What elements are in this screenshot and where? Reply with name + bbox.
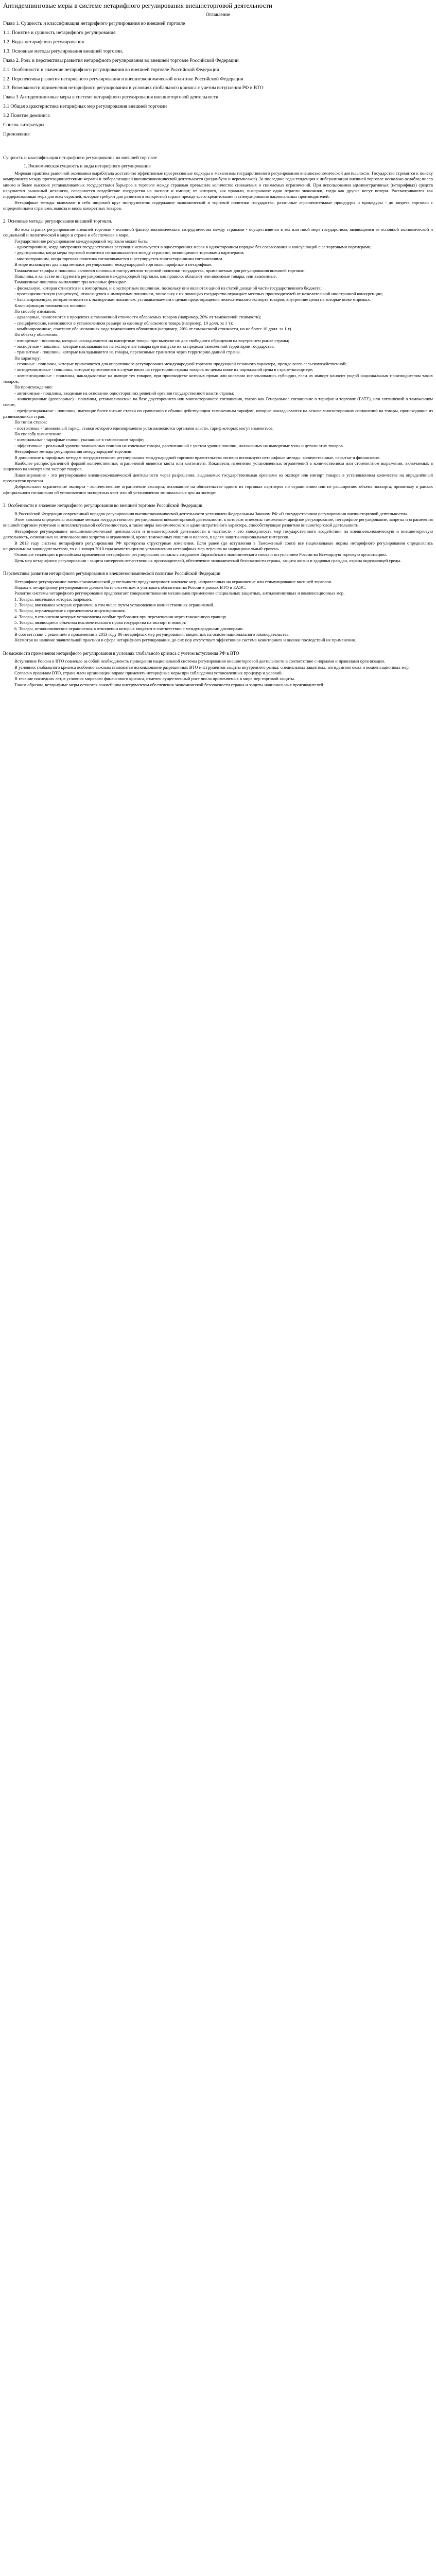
section-1 <box>3 155 433 211</box>
paragraph: Мировая практика рыночной экономики выработала достаточно эффективные прогрессивные подходы и механизмы государственного регулирования внешнеэкономической деятельности. Государство стремится к поиску компромисса между протекционистскими мерами и либерализацией внешнеэкономической деятельности (розданбуло и черемисаков). За последние годы тенденция к либерализации внешней торговле несколько ослабла; число мнимо и более высоких устанавливаемых государствами барьеров в торговле между странами превысило количество снижаемых и снимаемых ограничений. При использовании административных (нетарифных) средств нарушается рыночный механизм, совершается воздействие государства на экспорт и импорт, от которого, как правило, выигрывают одни отрасли экономики, тогда как другие несут потери. Рассматриваются как поддерживающая мера для всех отраслей, которые требуют для развития в конкретной стране прежде всего кредитования и стимулирования национальных производителей. <box>3 170 433 199</box>
paragraph: В дополнение к тарифным методам государственного регулирования международной торговли правительства активно используют нетарифные методы: количественные, скрытые и финансовые. <box>14 454 380 460</box>
section-4-title: Перспективы развития нетарифного регулирования в внешнеэкономической политике Российской Федерации <box>3 570 221 576</box>
paragraph: - балансировочную, которая относится к экспортным пошлинам, устанавливаемым с целью предотвращения нежелательного экспорта товаров, внутренние цены на которые ниже мировых. <box>14 297 371 302</box>
paragraph: 1. Товары, ввоз/вывоз которых запрещен. <box>14 596 92 602</box>
paragraph: Вступление России в ВТО повлекло за собой необходимость приведения национальной системы регулирования внешнеторговой деятельности в соответствие с нормами и правилами организации. <box>14 658 385 664</box>
paragraph: Таможенные тарифы и пошлины являются основным инструментом торговой политики государства, применяемым для регулирования внешней торговли. <box>14 267 306 273</box>
document-page <box>0 0 436 696</box>
paragraph: - номинальные - тарифные ставки, указанные в таможенном тарифе; <box>14 437 144 443</box>
paragraph: По способу вычисления: <box>14 431 61 437</box>
paragraph: Таможенные пошлины выполняют три основные функции: <box>14 279 126 285</box>
paragraph: - импортные - пошлины, которые накладываются на импортные товары при выпуске их для свободного обращения на внутреннем рынке страны; <box>14 337 289 343</box>
paragraph: Добровольное ограничение экспорта - количественное ограничение экспорта, основанное на обязательстве одного из торговых партнеров по ограничению или не расширению объема экспорта, принятому в рамках официального соглашения об установлении экспортных квот или об установлении минимальных цен на экспорт. <box>3 484 433 495</box>
paragraph: 5. Товары, являющиеся объектом исключительного права государства на экспорт и импорт. <box>14 620 186 625</box>
paragraph: 2. Товары, ввоз/вывоз которых ограничен, в том числе путем установления количественных ограничений. <box>14 602 214 608</box>
paragraph: - эффективные - реальный уровень таможенных пошлин на конечные товары, рассчитанный с учетом уровня пошлин, наложенных на импортные узлы и детали этих товаров. <box>14 443 344 448</box>
table-of-contents <box>3 12 433 138</box>
section-1-subtitle: 1. Экономическая сущность и виды нетарифного регулирования <box>24 163 151 168</box>
paragraph: - постоянные - таможенный тариф, ставки которого единовременно устанавливаются органами власти, тариф которых могут изменяться. <box>14 425 274 431</box>
toc-item[interactable]: 1.2. Виды нетарифного регулирования <box>3 39 84 45</box>
paragraph: - адвалорные, начисляются в процентах к таможенной стоимости облагаемых товаров (например, 20% от таможенной стоимости); <box>14 314 261 320</box>
paragraph: По происхождению: <box>14 384 53 390</box>
section-2-title: 2. Основные методы регулирования внешней торговли. <box>3 218 112 224</box>
paragraph: - протекционистскую (защитную), относящуюся к импортным пошлинам, поскольку с их помощью государство ограждает местных производителей от нежелательной иностранной конкуренции; <box>14 291 383 296</box>
paragraph: - транзитные - пошлины, которые накладываются на товары, перевозимые транзитом через территорию данной страны. <box>14 349 241 355</box>
paragraph: - фискальную, которая относится и к импортным, и к экспортным пошлинам, поскольку они являются одной из статей доходной части государственного бюджета; <box>14 285 322 291</box>
paragraph: - многосторонним, когда торговая политика согласовывается и регулируется многосторонними соглашениями. <box>14 256 223 261</box>
section-5-body <box>3 658 433 688</box>
paragraph: - двусторонним, когда меры торговой политики согласовываются между странами, являющимися торговыми партнерами; <box>14 250 245 256</box>
paragraph: Подход к нетарифному регулированию должен быть системным и учитывать обязательства России в рамках ВТО и ЕАЭС. <box>14 585 246 590</box>
paragraph: - комбинированные, сочетают оба названных вида таможенного обложения (например, 20% от таможенной стоимости, но не более 10 долл. за 1 т). <box>14 326 292 331</box>
paragraph: Этим законом определены основные методы государственного регулирования внешнеторговой деятельности, к которым отнесены таможенно-тарифное регулирование, нетарифное регулирование, запреты и ограничения внешней торговли услугами и интеллектуальной собственностью, а также меры экономического и административного характера, способствующие развитию внешнеторговой деятельности. <box>3 517 433 528</box>
paragraph: По характеру: <box>14 355 41 361</box>
toc-item[interactable]: Список литературы <box>3 122 45 128</box>
toc-list <box>3 21 433 138</box>
paragraph: Пошлины, в качестве инструмента регулирования международной торговли, как правило, облагают или ввозимые товары, или вывозимые. <box>14 273 277 279</box>
section-1-body <box>3 171 433 211</box>
section-3-body <box>3 511 433 564</box>
section-3-title: 3. Особенности и значение нетарифного регулирования во внешней торговле Российской Федерации <box>3 502 203 508</box>
paragraph: Согласно правилам ВТО, страна-член организации вправе применять нетарифные меры при соблюдении установленных процедур и условий. <box>14 670 283 676</box>
section-3 <box>3 503 433 564</box>
paragraph: - преференциальные - пошлины, имеющие более низкие ставки по сравнению с обычно действующим таможенным тарифом, которые накладываются на основе многосторонних соглашений на товары, происходящие из развивающихся стран. <box>3 408 433 419</box>
paragraph: 3. Товары, перемещаемые с применением лицензирования. <box>14 608 126 614</box>
section-5-title: Возможности применения нетарифного регулирования в условиях глобального кризиса с учетом вступления РФ в ВТО <box>3 650 239 656</box>
toc-item[interactable]: Глава 2. Роль и перспективы развития нетарифного регулирования во внешней торговле Российской Федерации <box>3 57 239 63</box>
paragraph: Нетарифные методы регулирования международной торговли. <box>14 449 133 454</box>
paragraph: Во всех странах регулирование внешней торговли - основной фактор экономического сотрудничества между странами - осуществляется в тех или иной мере государством, являющимся ее основной экономической и социальной и политической в мире и стране и обеспечивая в мире. <box>3 227 433 238</box>
paragraph: По способу взимания: <box>14 308 56 314</box>
section-4-body <box>3 579 433 643</box>
section-2-body <box>3 227 433 496</box>
paragraph: Лицензирование - это регулирование внешнеэкономической деятельности через разрешения, выдаваемые государственными органами на экспорт или импорт товаров в установленном количестве на определённый промежуток времени. <box>3 472 433 483</box>
paragraph: Нетарифное регулирование внешнеэкономической деятельности и внешнеторговой деятельности в частности - это совокупность мер государственного воздействия на внешнеэкономическую и внешнеторговую деятельность, основанных на использовании запретов и ограничений, кроме таможенных пошлин и налогов, в целях защиты национальных интересов. <box>3 528 433 540</box>
paragraph: Нетарифные методы включают в себя широкий круг инструментов: содержание экономической и торговой политики государства, различные ограничительные процедуры и процедуры - до запрета торговли с определёнными странами, вывоза и ввоза конкретных товаров. <box>3 199 433 211</box>
paragraph: - антидемпинговые - пошлины, которые применяются в случае ввоза на территорию страны товаров по ценам ниже их нормальной цены в стране-экспортере; <box>14 367 313 372</box>
toc-item[interactable]: 3.2 Понятие демпинга <box>3 113 50 119</box>
paragraph: - сезонные - пошлины, которые применяются для оперативного регулирования международной торговли продукцией сезонного характера, прежде всего сельскохозяйственной; <box>14 361 347 366</box>
toc-item[interactable]: Приложения <box>3 131 30 138</box>
paragraph: Государственное регулирование международной торговли может быть: <box>14 238 149 244</box>
paragraph: - односторонним, когда внутренняя государственная регуляция используется в односторонних мерах в одностороннем порядке без согласования и консультаций с ее торговыми партнерами; <box>14 244 372 250</box>
paragraph: - конвенционные (договорные) - пошлины, устанавливаемые на базе двустороннего или многостороннего соглашения, такого как Генеральное соглашение о тарифах и торговле (ГАТТ), или соглашений о таможенном союзе; <box>3 396 433 408</box>
paragraph: В течение последних лет, в условиях мирового финансового кризиса, отмечен существенный рост числа применяемых в мире мер торговой защиты. <box>14 676 295 682</box>
paragraph: В 2013 году система нетарифного регулирования РФ претерпела структурные изменения. Если ранее (до вступления в Таможенный союз) все национальные нормы нетарифного регулирования определялись национальным законодательством, то с 1 января 2010 года компетенция по установлению нетарифных мер перешла на наднациональный уровень. <box>3 540 433 551</box>
paragraph: Нетарифное регулирование внешнеэкономической деятельности предусматривает комплекс мер, направленных на ограничение или стимулирование внешней торговли. <box>14 579 333 584</box>
paragraph: По объекту обложения: <box>14 332 59 337</box>
paragraph: - специфические, начисляются в установленном размере за единицу облагаемого товара (например, 10 долл. за 1 т); <box>14 320 233 326</box>
paragraph: 4. Товары, в отношении которых установлены особые требования при перемещении через таможенную границу. <box>14 614 227 619</box>
toc-item[interactable]: 2.1. Особенности и значение нетарифного регулирования во внешней торговле Российской Федерации <box>3 66 219 73</box>
paragraph: Таким образом, нетарифные меры остаются важнейшим инструментом обеспечения экономической безопасности страны и защиты национальных производителей. <box>14 682 324 687</box>
paragraph: - экспортные - пошлины, которые накладываются на экспортные товары при выпуске их за пределы таможенной территории государства; <box>14 343 275 349</box>
paragraph: В Российской Федерации современный порядок регулирования внешнеэкономической деятельности установлен Федеральным Законом РФ «О государственном регулировании внешнеторговой деятельности». <box>14 511 408 516</box>
toc-item[interactable]: Глава 1. Сущность и классификация нетарифного регулирования во внешней торговле <box>3 20 185 26</box>
paragraph: 6. Товары, неэкономические ограничения в отношении которых вводятся в соответствии с международными договорами. <box>14 625 244 631</box>
toc-heading: Оглавление <box>205 11 231 18</box>
toc-item[interactable]: 1.3. Основные методы регулирования внешней торговли. <box>3 48 124 54</box>
toc-item[interactable]: 1.1. Понятие и сущность нетарифного регулирования <box>3 29 116 36</box>
section-4 <box>3 571 433 643</box>
section-2 <box>3 218 433 496</box>
paragraph: Основные тенденции в российском применении нетарифного регулирования связаны с созданием Евразийского экономического союза и вступлением России во Всемирную торговую организацию. <box>14 552 387 557</box>
paragraph: - автономные - пошлины, вводимые на основании односторонних решений органов государственной власти страны; <box>14 390 234 396</box>
toc-item[interactable]: 2.3. Возможности применения нетарифного регулирования в условиях глобального кризиса с учетом вступления РФ в ВТО <box>3 85 264 91</box>
toc-item[interactable]: 3.1 Общая характеристика нетарифных мер регулирования внешней торговли <box>3 104 167 110</box>
section-1-title: Сущность и классификация нетарифного регулирования во внешней торговле <box>3 155 158 161</box>
toc-item[interactable]: 2.2. Перспективы развития нетарифного регулирования в внешнеэкономической политике Российской Федерации <box>3 76 243 82</box>
paragraph: В соответствии с решением о применении в 2013 году 86 нетарифных мер регулирования, введенных на основе национального законодательства. <box>14 631 290 637</box>
paragraph: Наиболее распространенной формой количественных ограничений является квота или контингент. Показатель изменения установленных ограничений в количественном или стоимостном выражении, включаемых в лицензию на импорт или экспорт товаров. <box>3 460 433 472</box>
toc-item[interactable]: Глава 3 Антидемпинговые меры в системе нетарифного регулирования внешнеторговой деятельности <box>3 94 219 100</box>
paragraph: Классификация таможенных пошлин: <box>14 302 86 308</box>
paragraph: В условиях глобального кризиса особенно важным становится использование разрешенных ВТО инструментов защиты внутреннего рынка: специальных защитных, антидемпинговых и компенсационных мер. <box>14 664 410 670</box>
paragraph: В мире используют два вида методов регулирования международной торговли: тарифные и нетарифные. <box>14 262 213 267</box>
paragraph: По типам ставок: <box>14 419 47 425</box>
paragraph: Несмотря на наличие значительной практики в сфере нетарифного регулирования, до сих пор отсутствует эффективная система мониторинга и оценки последствий их применения. <box>14 637 356 643</box>
section-5 <box>3 651 433 688</box>
paragraph: Развитие системы нетарифного регулирования предполагает совершенствование механизмов применения специальных защитных, антидемпинговых и компенсационных мер. <box>14 590 345 596</box>
document-title: Антидемпинговые меры в системе нетарифного регулирования внешнеторговой деятельности <box>3 2 273 9</box>
paragraph: - компенсационные - пошлины, накладываемые на импорт тех товаров, при производстве которых прямо или косвенно использовались субсидии, если их импорт наносит ущерб национальным производителям таких товаров. <box>3 372 433 384</box>
paragraph: Цель мер нетарифного регулирования - защита интересов отечественных производителей, обеспечение экономической безопасности страны, защита жизни и здоровья граждан, охрана окружающей среды. <box>14 557 402 563</box>
